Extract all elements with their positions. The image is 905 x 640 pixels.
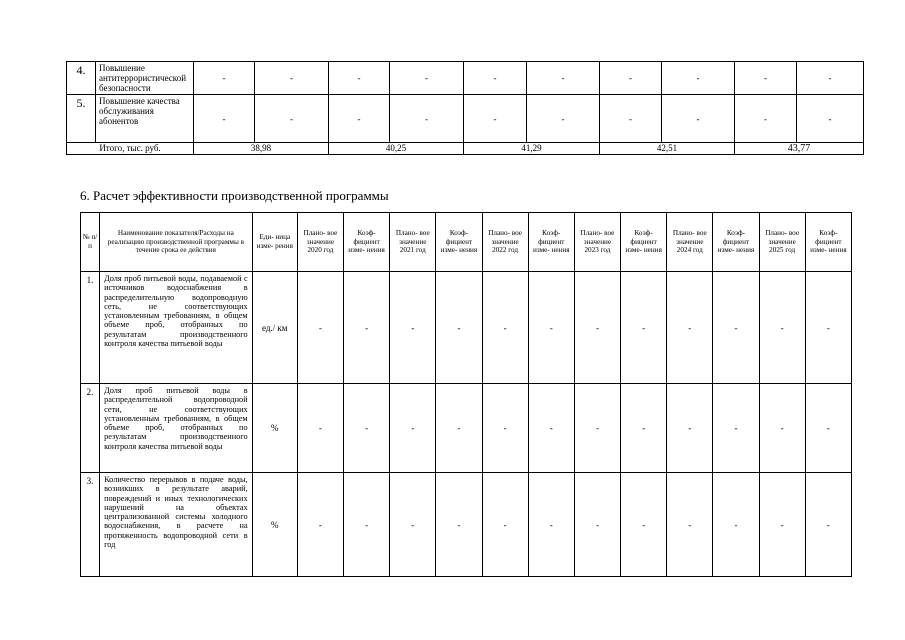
row-name: Доля проб питьевой воды, подаваемой с источников водоснабжения в распределительную водопроводную сеть, не соответствующих установленным требованиям, в общем объеме проб, отобранных по результатам производственного контроля качества питьевой воды — [100, 272, 253, 384]
row-name: Доля проб питьевой воды в распределительной водопроводной сети, не соответствующих установленным требованиям, в общем объеме проб, отобранных по результатам производственного контроля качества питьевой воды — [100, 384, 253, 473]
column-header: Плано- вое значение 2022 год — [482, 213, 528, 272]
total-value: 38,98 — [194, 143, 329, 155]
cell-value: - — [297, 384, 343, 473]
totals-row — [67, 143, 864, 155]
cell-value: - — [667, 473, 713, 577]
cell-value: - — [329, 95, 390, 143]
cell-value: - — [528, 384, 574, 473]
cell-value: - — [662, 62, 735, 95]
row-number: 2. — [81, 384, 100, 473]
table-row — [81, 473, 852, 577]
cell-value: - — [621, 473, 667, 577]
row-name: Повышение антитеррористической безопасности — [96, 62, 194, 95]
cell-value: - — [713, 473, 759, 577]
cell-value: - — [735, 62, 797, 95]
cell-value: - — [574, 473, 620, 577]
row-unit: % — [252, 473, 297, 577]
column-header: № п/ п — [81, 213, 100, 272]
row-unit: ед./ км — [252, 272, 297, 384]
cell-value: - — [344, 473, 390, 577]
column-header: Наименование показателя/Расходы на реализацию производственной программы в течение срока ее действия — [100, 213, 253, 272]
table-header-row — [81, 213, 852, 272]
table-row — [67, 95, 864, 143]
cell-value: - — [255, 95, 329, 143]
cell-value: - — [667, 384, 713, 473]
column-header: Коэф- фициент изме- нения — [528, 213, 574, 272]
cell-value: - — [390, 95, 464, 143]
cell-value: - — [713, 384, 759, 473]
total-value: 42,51 — [600, 143, 735, 155]
column-header: Плано- вое значение 2024 год — [667, 213, 713, 272]
total-value: 41,29 — [464, 143, 600, 155]
cell-value: - — [344, 384, 390, 473]
cell-value: - — [482, 473, 528, 577]
row-number: 3. — [81, 473, 100, 577]
cell-value: - — [621, 272, 667, 384]
cell-value: - — [436, 272, 482, 384]
cell-value: - — [436, 384, 482, 473]
cell-value: - — [600, 62, 662, 95]
cell-value: - — [436, 473, 482, 577]
column-header: Коэф- фициент изме- нения — [436, 213, 482, 272]
cell-value: - — [735, 95, 797, 143]
column-header: Коэф- фициент изме- нения — [621, 213, 667, 272]
cell-value: - — [464, 95, 527, 143]
row-name: Повышение качества обслуживания абонентов — [96, 95, 194, 143]
cell-value: - — [662, 95, 735, 143]
row-number: 5. — [67, 95, 96, 143]
totals-label: Итого, тыс. руб. — [67, 143, 194, 155]
cell-value: - — [194, 62, 255, 95]
total-value: 43,77 — [735, 143, 864, 155]
cell-value: - — [194, 95, 255, 143]
cell-value: - — [255, 62, 329, 95]
table-row — [67, 62, 864, 95]
cell-value: - — [528, 473, 574, 577]
cell-value: - — [528, 272, 574, 384]
column-header: Плано- вое значение 2023 год — [574, 213, 620, 272]
row-number: 1. — [81, 272, 100, 384]
efficiency-table — [80, 212, 852, 577]
cell-value: - — [390, 272, 436, 384]
cell-value: - — [329, 62, 390, 95]
cell-value: - — [390, 62, 464, 95]
column-header: Коэф- фициент изме- нения — [344, 213, 390, 272]
column-header: Еди- ница изме- рения — [252, 213, 297, 272]
cell-value: - — [759, 384, 805, 473]
cell-value: - — [805, 384, 851, 473]
cell-value: - — [797, 95, 864, 143]
cell-value: - — [600, 95, 662, 143]
cell-value: - — [297, 473, 343, 577]
cell-value: - — [797, 62, 864, 95]
totals-table — [66, 142, 864, 155]
cell-value: - — [344, 272, 390, 384]
cell-value: - — [464, 62, 527, 95]
table-row — [81, 272, 852, 384]
section-heading: 6. Расчет эффективности производственной программы — [80, 188, 389, 203]
cell-value: - — [667, 272, 713, 384]
cell-value: - — [482, 272, 528, 384]
cost-table-continued — [66, 61, 864, 143]
cell-value: - — [805, 473, 851, 577]
cell-value: - — [574, 384, 620, 473]
cell-value: - — [574, 272, 620, 384]
column-header: Коэф- фициент изме- нения — [805, 213, 851, 272]
cell-value: - — [390, 473, 436, 577]
cell-value: - — [805, 272, 851, 384]
total-value: 40,25 — [329, 143, 464, 155]
column-header: Коэф- фициент изме- нения — [713, 213, 759, 272]
cell-value: - — [297, 272, 343, 384]
table-row — [81, 384, 852, 473]
row-unit: % — [252, 384, 297, 473]
cell-value: - — [527, 62, 600, 95]
cell-value: - — [482, 384, 528, 473]
cell-value: - — [527, 95, 600, 143]
cell-value: - — [713, 272, 759, 384]
cell-value: - — [759, 473, 805, 577]
column-header: Плано- вое значение 2021 год — [390, 213, 436, 272]
cell-value: - — [390, 384, 436, 473]
cell-value: - — [621, 384, 667, 473]
row-name: Количество перерывов в подаче воды, возникших в результате аварий, повреждений и иных технологических нарушений на объектах централизованной системы холодного водоснабжения, в расчете на протяженность водопроводной сети в год — [100, 473, 253, 577]
column-header: Плано- вое значение 2020 год — [297, 213, 343, 272]
row-number: 4. — [67, 62, 96, 95]
cell-value: - — [759, 272, 805, 384]
column-header: Плано- вое значение 2025 год — [759, 213, 805, 272]
